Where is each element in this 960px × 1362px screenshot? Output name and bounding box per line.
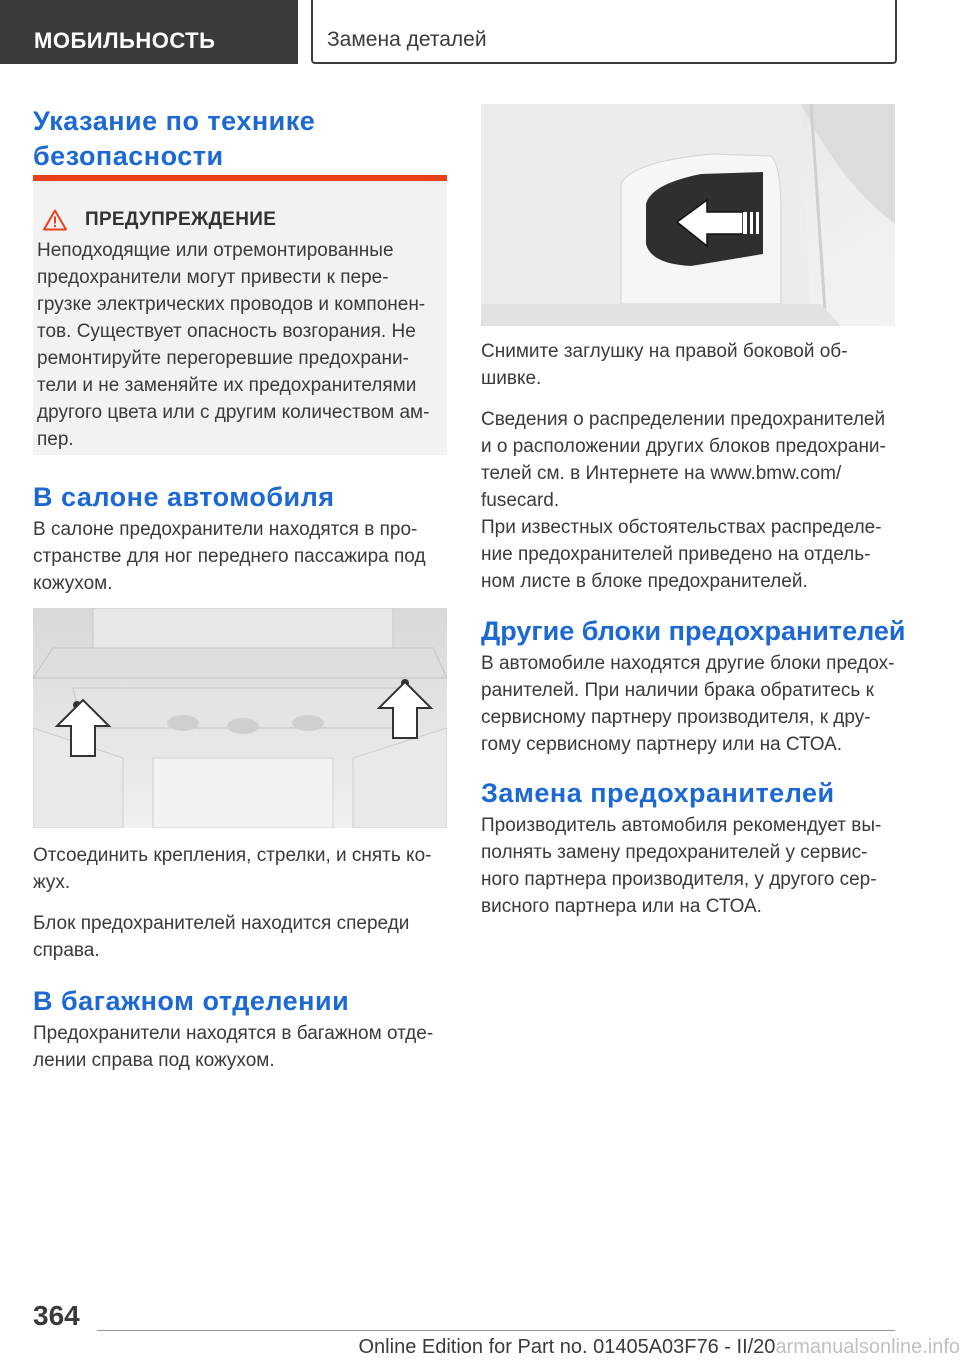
caption-line: жух. bbox=[33, 872, 71, 893]
replace-line: ного партнера производителя, у другого сер- bbox=[481, 869, 877, 890]
cabin-heading: В салоне автомобиля bbox=[33, 482, 335, 512]
other-blocks-heading: Другие блоки предохранителей bbox=[481, 616, 906, 646]
cabin-line: кожухом. bbox=[33, 573, 113, 594]
page-number: 364 bbox=[33, 1300, 80, 1331]
other-line: ранителей. При наличии брака обратитесь к bbox=[481, 680, 874, 701]
footwell-caption bbox=[33, 842, 447, 896]
footwell-cover-photo bbox=[33, 608, 447, 828]
info-line: fusecard. bbox=[481, 490, 560, 511]
edition-text: Online Edition for Part no. 01405A03F76 - II/20 bbox=[358, 1336, 776, 1358]
footwell-cover-illustration bbox=[33, 608, 447, 828]
section-tab bbox=[0, 0, 298, 64]
safety-heading-line-1: Указание по технике bbox=[33, 106, 316, 136]
chapter-tab bbox=[311, 0, 897, 64]
trunk-heading: В багажном отделении bbox=[33, 986, 350, 1016]
warning-title: ПРЕДУПРЕЖДЕНИЕ bbox=[85, 209, 277, 230]
replace-line: висного партнера или на СТОА. bbox=[481, 896, 762, 917]
caption-line: Отсоединить крепления, стрелки, и снять ко- bbox=[33, 845, 432, 866]
footer-divider bbox=[97, 1330, 895, 1331]
other-line: гому сервисному партнеру или на СТОА. bbox=[481, 734, 843, 755]
warning-line: грузке электрических проводов и компонен- bbox=[37, 294, 426, 315]
warning-text bbox=[37, 237, 441, 453]
info-line: телей см. в Интернете на www.bmw.com/ bbox=[481, 463, 842, 484]
replace-fuses-heading: Замена предохранителей bbox=[481, 778, 835, 808]
info-line: Сведения о распределении предохранителей bbox=[481, 409, 886, 430]
special-line: ние предохранителей приведено на отдель- bbox=[481, 544, 871, 565]
special-line: ном листе в блоке предохранителей. bbox=[481, 571, 808, 592]
fusecard-info bbox=[481, 406, 895, 514]
replace-line: полнять замену предохранителей у сервис- bbox=[481, 842, 868, 863]
block-line: справа. bbox=[33, 940, 100, 961]
other-line: сервисному партнеру производителя, к дру- bbox=[481, 707, 871, 728]
footer-edition bbox=[359, 1336, 960, 1359]
replace-line: Производитель автомобиля рекомендует вы- bbox=[481, 815, 882, 836]
info-line: и о расположении других блоков предохрани- bbox=[481, 436, 886, 457]
cabin-line: В салоне предохранители находятся в про- bbox=[33, 519, 418, 540]
other-line: В автомобиле находятся другие блоки предох- bbox=[481, 653, 895, 674]
trunk-photo-caption bbox=[481, 338, 895, 392]
safety-heading bbox=[33, 104, 447, 174]
section-title: МОБИЛЬНОСТЬ bbox=[34, 28, 216, 53]
warning-line: ремонтируйте перегоревшие предохрани- bbox=[37, 348, 409, 369]
other-blocks-paragraph bbox=[481, 650, 895, 758]
warning-line: тов. Существует опасность возгорания. Не bbox=[37, 321, 416, 342]
warning-box bbox=[33, 175, 447, 455]
trunk-panel-photo bbox=[481, 104, 895, 326]
watermark-text: armanualsonline.info bbox=[775, 1336, 960, 1358]
warning-title-row bbox=[43, 209, 276, 231]
trunk-paragraph bbox=[33, 1020, 447, 1074]
trunk-line: Предохранители находятся в багажном отде- bbox=[33, 1023, 434, 1044]
warning-line: другого цвета или с другим количеством ам- bbox=[37, 402, 430, 423]
warning-line: тели и не заменяйте их предохранителями bbox=[37, 375, 417, 396]
trunk-panel-illustration bbox=[481, 104, 895, 326]
warning-line: предохранители могут привести к пере- bbox=[37, 267, 389, 288]
chapter-title: Замена деталей bbox=[327, 28, 487, 51]
warning-line: Неподходящие или отремонтированные bbox=[37, 240, 394, 261]
block-line: Блок предохранителей находится спереди bbox=[33, 913, 410, 934]
caption-line: Снимите заглушку на правой боковой об- bbox=[481, 341, 848, 362]
fuse-block-location bbox=[33, 910, 447, 964]
warning-line: пер. bbox=[37, 429, 74, 450]
safety-heading-line-2: безопасности bbox=[33, 141, 224, 171]
special-line: При известных обстоятельствах распределе- bbox=[481, 517, 882, 538]
trunk-line: лении справа под кожухом. bbox=[33, 1050, 275, 1071]
cabin-line: странстве для ног переднего пассажира под bbox=[33, 546, 426, 567]
warning-triangle-icon bbox=[43, 209, 67, 231]
caption-line: шивке. bbox=[481, 368, 542, 389]
replace-fuses-paragraph bbox=[481, 812, 895, 920]
cabin-paragraph bbox=[33, 516, 447, 597]
separate-sheet-info bbox=[481, 514, 895, 595]
